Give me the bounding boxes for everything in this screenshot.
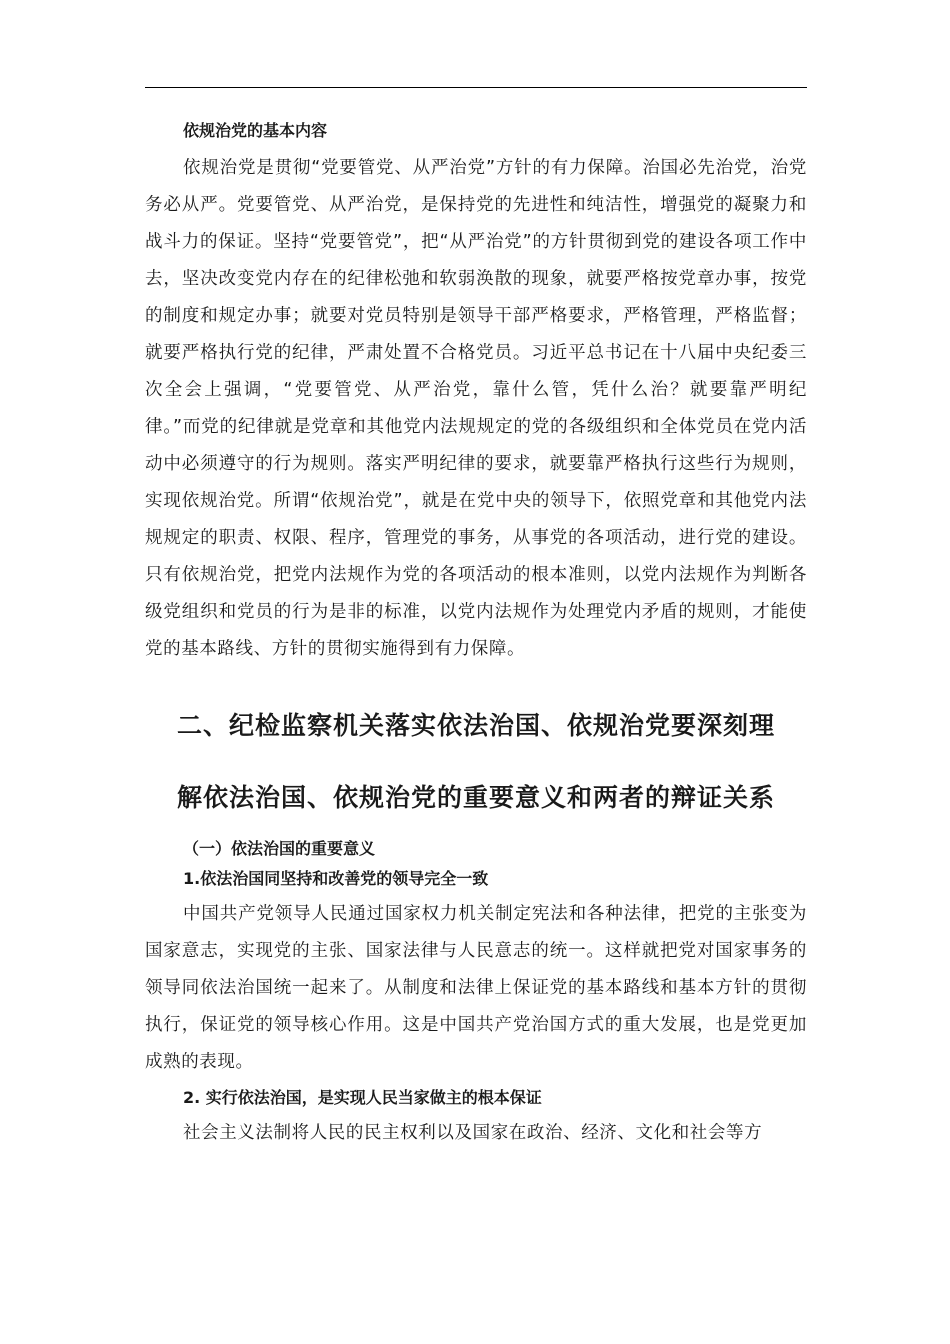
- point-title: 2. 实行依法治国，是实现人民当家做主的根本保证: [183, 1088, 542, 1107]
- document-body: [145, 118, 807, 1152]
- section-subtitle: 依规治党的基本内容: [183, 121, 328, 140]
- paragraph: 社会主义法制将人民的民主权利以及国家在政治、经济、文化和社会等方: [183, 1123, 763, 1143]
- section-heading-line-2: 解依法治国、依规治党的重要意义和两者的辩证关系: [176, 783, 775, 812]
- paragraph: 中国共产党领导人民通过国家权力机关制定宪法和各种法律，把党的主张变为国家意志，实现党的主张、国家法律与人民意志的统一。这样就把党对国家事务的领导同依法治国统一起来了。从制度和法律上保证党的基本路线和基本方针的贯彻执行，保证党的领导核心作用。这是中国共产党治国方式的重大发展，也是党更加成熟的表现。: [145, 904, 807, 1072]
- point-title: 1.依法治国同坚持和改善党的领导完全一致: [183, 869, 489, 888]
- header-rule: [145, 87, 807, 88]
- sub-heading: （一）依法治国的重要意义: [183, 839, 376, 858]
- section-heading-line-1: 二、纪检监察机关落实依法治国、依规治党要深刻理: [176, 711, 775, 740]
- paragraph: 依规治党是贯彻“党要管党、从严治党”方针的有力保障。治国必先治党，治党务必从严。党要管党、从严治党，是保持党的先进性和纯洁性，增强党的凝聚力和战斗力的保证。坚持“党要管党”，把“从严治党”的方针贯彻到党的建设各项工作中去，坚决改变党内存在的纪律松弛和软弱涣散的现象，就要严格按党章办事，按党的制度和规定办事；就要对党员特别是领导干部严格要求，严格管理，严格监督；就要严格执行党的纪律，严肃处置不合格党员。习近平总书记在十八届中央纪委三次全会上强调，“党要管党、从严治党，靠什么管，凭什么治？就要靠严明纪律。”而党的纪律就是党章和其他党内法规规定的党的各级组织和全体党员在党内活动中必须遵守的行为规则。落实严明纪律的要求，就要靠严格执行这些行为规则，实现依规治党。所谓“依规治党”，就是在党中央的领导下，依照党章和其他党内法规规定的职责、权限、程序，管理党的事务，从事党的各项活动，进行党的建设。只有依规治党，把党内法规作为党的各项活动的根本准则，以党内法规作为判断各级党组织和党员的行为是非的标准，以党内法规作为处理党内矛盾的规则，才能使党的基本路线、方针的贯彻实施得到有力保障。: [145, 158, 807, 659]
